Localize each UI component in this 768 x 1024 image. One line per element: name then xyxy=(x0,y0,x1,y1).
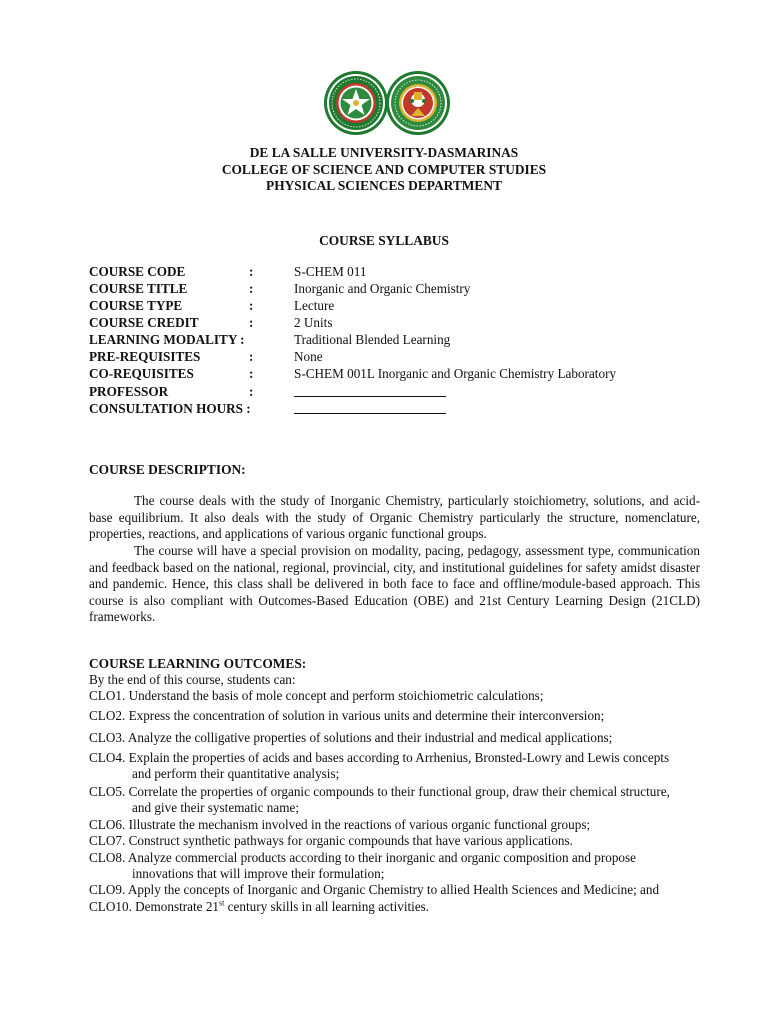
corequisites-colon: : xyxy=(249,366,254,381)
college-seal-logo xyxy=(385,70,451,136)
clo-item-8-line-2: innovations that will improve their formulation; xyxy=(132,866,385,881)
institution-header xyxy=(0,145,768,195)
consultation-hours-blank xyxy=(294,401,446,418)
consultation-hours-label: CONSULTATION HOURS : xyxy=(89,401,251,416)
course-type-label: COURSE TYPE xyxy=(89,298,183,313)
course-code-label: COURSE CODE xyxy=(89,264,186,279)
description-paragraph-2 xyxy=(89,543,700,626)
course-code-value: S-CHEM 011 xyxy=(294,264,367,279)
clo-item-6: CLO6. Illustrate the mechanism involved in the reactions of various organic functional groups; xyxy=(89,817,591,832)
clo-item-4-line-1: CLO4. Explain the properties of acids and bases according to Arrhenius, Bronsted-Lowry and Lewis concepts xyxy=(89,750,670,765)
course-code-row xyxy=(89,264,709,281)
course-title-value: Inorganic and Organic Chemistry xyxy=(294,281,471,296)
consultation-hours-row xyxy=(89,401,709,418)
prerequisites-colon: : xyxy=(249,349,254,364)
learning-outcomes-heading: COURSE LEARNING OUTCOMES: xyxy=(89,656,307,671)
course-description-heading: COURSE DESCRIPTION: xyxy=(89,462,246,477)
course-credit-row xyxy=(89,315,709,332)
professor-row xyxy=(89,384,709,401)
department-name: PHYSICAL SCIENCES DEPARTMENT xyxy=(266,178,502,193)
clo-item-5 xyxy=(89,784,709,816)
course-type-colon: : xyxy=(249,298,254,313)
prerequisites-label: PRE-REQUISITES xyxy=(89,349,201,364)
clo-item-8-line-1: CLO8. Analyze commercial products according to their inorganic and organic composition and propose xyxy=(89,850,637,865)
course-title-row xyxy=(89,281,709,298)
clo-item-2: CLO2. Express the concentration of solution in various units and determine their interconversion; xyxy=(89,708,605,723)
outcomes-intro: By the end of this course, students can: xyxy=(89,672,296,687)
clo-item-10 xyxy=(89,899,709,915)
course-info-table xyxy=(89,264,709,418)
prerequisites-value: None xyxy=(294,349,323,364)
document-title: COURSE SYLLABUS xyxy=(319,233,449,248)
professor-blank xyxy=(294,384,446,401)
clo-item-8 xyxy=(89,850,709,882)
course-credit-value: 2 Units xyxy=(294,315,333,330)
college-name: COLLEGE OF SCIENCE AND COMPUTER STUDIES xyxy=(221,161,547,177)
corequisites-row xyxy=(89,366,709,384)
description-paragraph-1 xyxy=(89,493,700,543)
learning-modality-value: Traditional Blended Learning xyxy=(294,332,451,347)
university-name: DE LA SALLE UNIVERSITY-DASMARINAS xyxy=(249,145,519,160)
clo-item-10-text: CLO10. Demonstrate 21 xyxy=(89,899,220,914)
clo-item-10-superscript: st xyxy=(219,898,225,908)
clo-item-7: CLO7. Construct synthetic pathways for organic compounds that have various applications. xyxy=(89,833,573,848)
course-type-row xyxy=(89,298,709,315)
clo-item-4 xyxy=(89,750,709,782)
prerequisites-row xyxy=(89,349,709,366)
course-code-colon: : xyxy=(249,264,254,279)
description-paragraph-1-text: The course deals with the study of Inorganic Chemistry, particularly stoichiometry, solutions, and acid-base equilibrium. It also deals with the study of Organic Chemistry particularly the structure, nomenclature, properties, reactions, and applications of various organic functional groups. xyxy=(89,493,700,541)
clo-item-10-text-end: century skills in all learning activities. xyxy=(224,899,430,914)
course-type-value: Lecture xyxy=(294,298,335,313)
description-paragraph-2-text: The course will have a special provision on modality, pacing, pedagogy, assessment type, communication and feedback based on the national, regional, provincial, city, and institutional guidelines for safety amidst disaster and pandemic. Hence, this class shall be delivered in both face to face and offline/module-based approach. This course is also compliant with Outcomes-Based Education (OBE) and 21st Century Learning Design (21CLD) frameworks. xyxy=(89,543,700,624)
professor-label: PROFESSOR xyxy=(89,384,169,399)
clo-item-5-line-1: CLO5. Correlate the properties of organic compounds to their functional group, draw their chemical structure, xyxy=(89,784,670,799)
learning-modality-label: LEARNING MODALITY : xyxy=(89,332,245,347)
learning-modality-row xyxy=(89,332,709,349)
course-title-label: COURSE TITLE xyxy=(89,281,188,296)
course-credit-colon: : xyxy=(249,315,254,330)
course-credit-label: COURSE CREDIT xyxy=(89,315,199,330)
clo-item-9: CLO9. Apply the concepts of Inorganic and Organic Chemistry to allied Health Sciences and Medicine; and xyxy=(89,882,660,897)
logo-row xyxy=(0,70,768,136)
professor-colon: : xyxy=(249,384,254,399)
clo-item-4-line-2: and perform their quantitative analysis; xyxy=(132,766,340,781)
university-seal-logo xyxy=(323,70,389,136)
corequisites-label: CO-REQUISITES xyxy=(89,366,194,381)
clo-item-3: CLO3. Analyze the colligative properties of solutions and their industrial and medical applications; xyxy=(89,730,613,745)
corequisites-value: S-CHEM 001L Inorganic and Organic Chemistry Laboratory xyxy=(294,366,617,381)
course-title-colon: : xyxy=(249,281,254,296)
clo-item-5-line-2: and give their systematic name; xyxy=(132,800,299,815)
clo-item-1: CLO1. Understand the basis of mole concept and perform stoichiometric calculations; xyxy=(89,688,544,703)
